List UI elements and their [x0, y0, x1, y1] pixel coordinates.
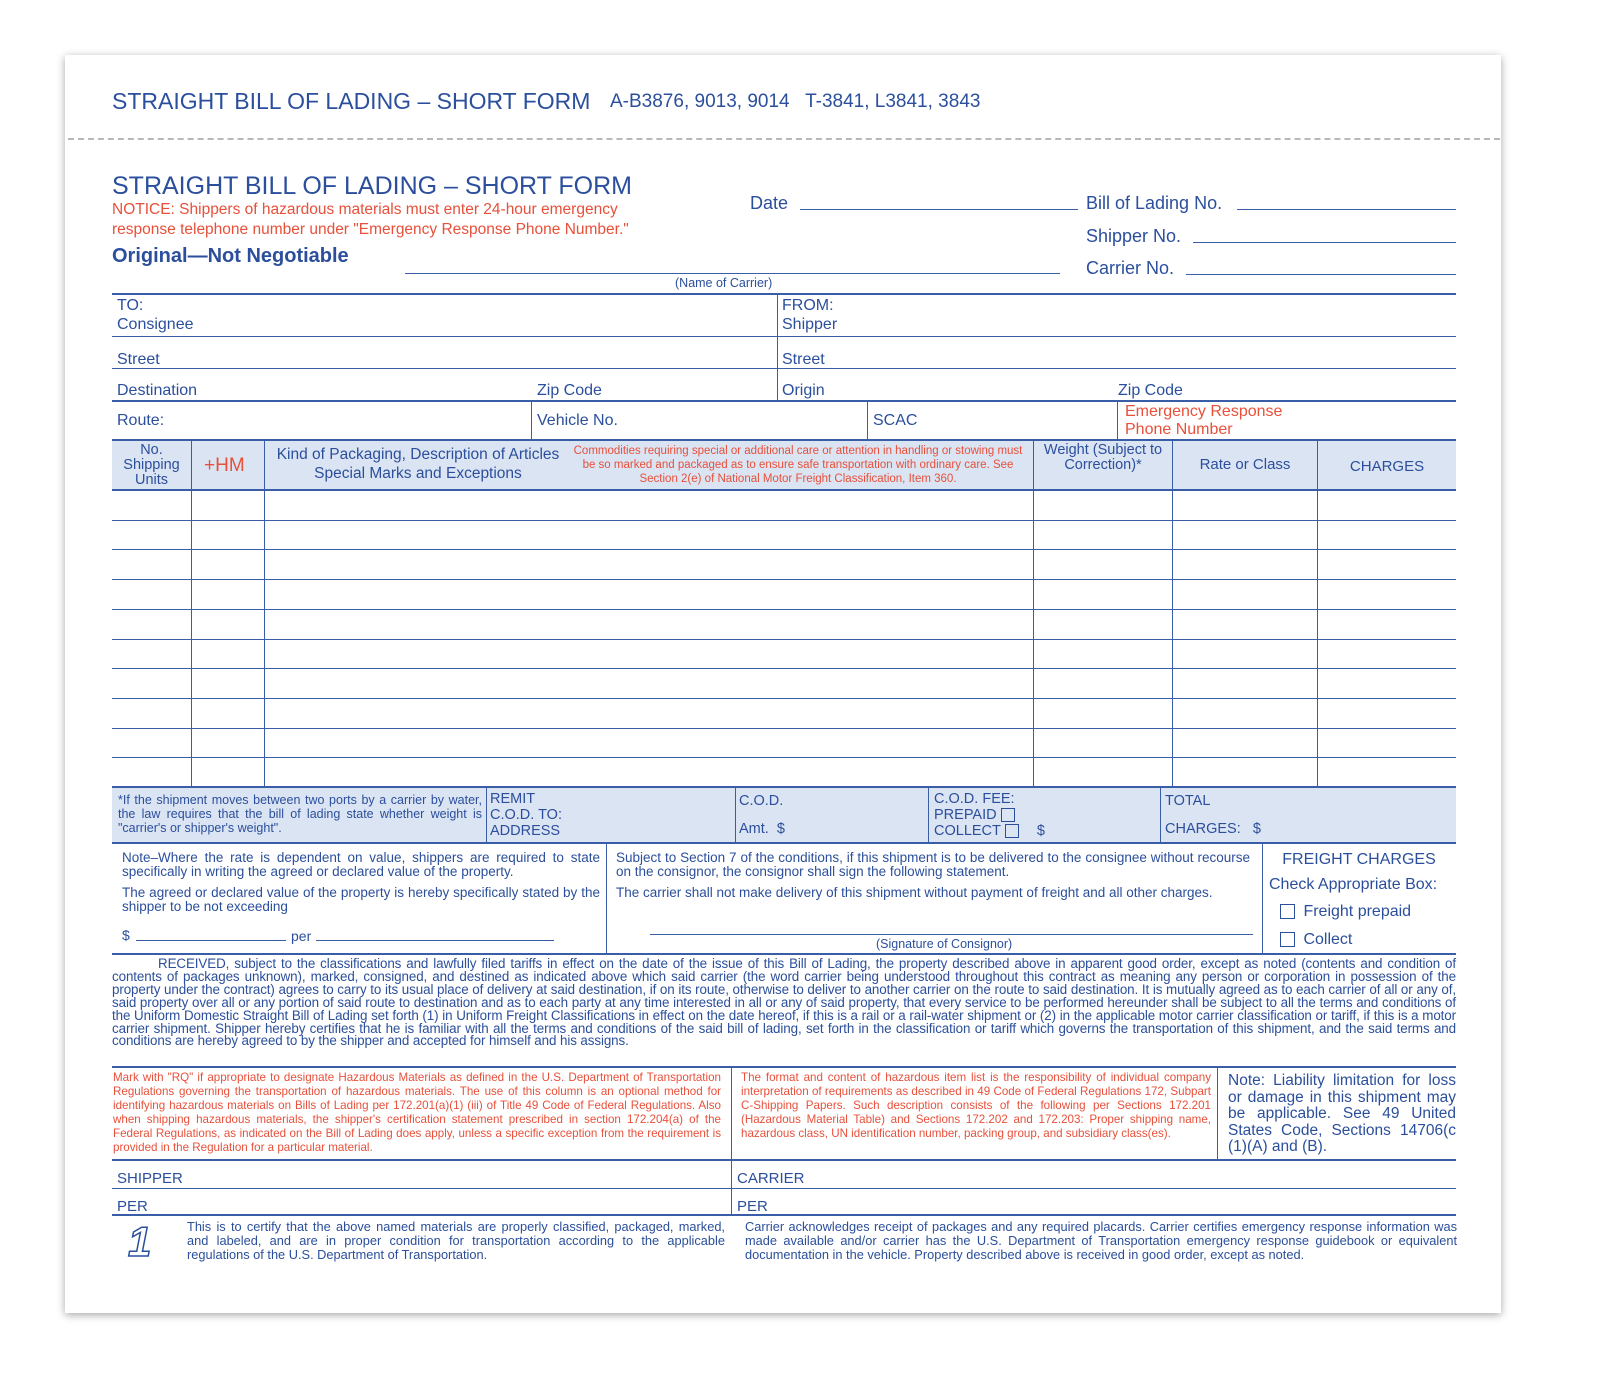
cod-label: C.O.D. [739, 793, 784, 809]
divider [112, 786, 1456, 788]
remit-label: REMIT [490, 791, 536, 807]
divider [112, 293, 1456, 295]
divider [735, 787, 736, 842]
divider [112, 489, 1456, 491]
declared-value-note: The agreed or declared value of the property is hereby specifically stated by the shipper to be not exceeding [122, 885, 600, 914]
destination-zip-field[interactable]: Zip Code [537, 382, 602, 399]
bol-field[interactable] [1237, 209, 1456, 210]
table-row[interactable] [112, 639, 1456, 640]
cod-fee-dollar: $ [1036, 823, 1045, 839]
table-row[interactable] [112, 549, 1456, 550]
col-description-1: Kind of Packaging, Description of Articles [276, 446, 560, 463]
col-rate: Rate or Class [1199, 456, 1291, 473]
prepaid-checkbox[interactable] [1001, 808, 1015, 822]
collect-label: COLLECT [934, 823, 1001, 839]
col-special-care-note: Commodities requiring special or additional care or attention in handling or stowing must be so marked and packaged as to ensure safe transportation with ordinary care. See Section 2(e) of National Motor Freight Classification, Item 360. [573, 445, 1023, 485]
shipper-no-label: Shipper No. [1086, 226, 1182, 246]
divider [1160, 787, 1161, 842]
shipper-signature-field[interactable]: SHIPPER [117, 1170, 183, 1187]
divider [112, 1066, 1456, 1068]
carrier-no-field[interactable] [1186, 274, 1456, 275]
divider [112, 439, 1456, 441]
shipper-street-field[interactable]: Street [782, 351, 825, 368]
freight-collect-option[interactable] [1276, 931, 1352, 949]
to-label: TO: [117, 297, 144, 314]
cod-to-label: C.O.D. TO: [490, 807, 562, 823]
cod-fee-prepaid[interactable] [934, 807, 1019, 823]
column-divider [191, 440, 192, 787]
divider [606, 842, 607, 953]
liability-note: Note: Liability limitation for loss or damage in this shipment may be applicable. See 49 United States Code, Sections 14706(c (1)(A) and (B). [1228, 1072, 1456, 1155]
scac-field[interactable]: SCAC [873, 412, 918, 429]
shipper-certification: This is to certify that the above named materials are properly classified, packaged, marked, and labeled, and are in proper condition for transportation according to the applicable regulations of the U.S. Department of Transportation. [187, 1219, 725, 1262]
carrier-signature-field[interactable]: CARRIER [737, 1170, 805, 1187]
divider [1217, 1068, 1218, 1160]
destination-field[interactable]: Destination [117, 382, 198, 399]
name-of-carrier-label: (Name of Carrier) [675, 276, 773, 290]
column-divider [1317, 440, 1318, 787]
section7-note: Subject to Section 7 of the conditions, if this shipment is to be delivered to the consignee without recourse on the consignor, the consignor shall sign the following statement. [616, 850, 1250, 879]
notice-line1: NOTICE: Shippers of hazardous materials must enter 24-hour emergency [112, 201, 618, 218]
table-row[interactable] [112, 698, 1456, 699]
water-carrier-note: *If the shipment moves between two ports by a carrier by water, the law requires that the bill of lading state whether weight is "carrier's or shipper's weight". [118, 793, 482, 835]
per-field[interactable] [316, 940, 554, 941]
form-title: STRAIGHT BILL OF LADING – SHORT FORM [112, 172, 633, 200]
shipper-per-field[interactable]: PER [117, 1198, 148, 1215]
divider [112, 1214, 1456, 1216]
form-codes: A-B3876, 9013, 9014 T-3841, L3841, 3843 [610, 91, 981, 112]
shipper-field[interactable]: Shipper [782, 316, 838, 333]
divider [112, 953, 1456, 955]
carrier-certification: Carrier acknowledges receipt of packages and any required placards. Carrier certifies emergency response information was made available and/or carrier has the U.S. Department of Transportation emergency response guidebook or equivalent documentation in the vehicle. Property described above is received in good order, except as noted. [745, 1219, 1457, 1262]
date-label: Date [750, 193, 789, 213]
consignee-field[interactable]: Consignee [117, 316, 194, 333]
col-description-2: Special Marks and Exceptions [314, 465, 522, 482]
freight-prepaid-label: Freight prepaid [1303, 903, 1412, 920]
column-divider [1172, 440, 1173, 787]
shipper-no-field[interactable] [1193, 242, 1456, 243]
divider [486, 787, 487, 842]
origin-zip-field[interactable]: Zip Code [1118, 382, 1183, 399]
cod-fee-label: C.O.D. FEE: [934, 791, 1015, 807]
consignee-street-field[interactable]: Street [117, 351, 160, 368]
divider [1117, 400, 1118, 440]
col-charges: CHARGES [1349, 458, 1425, 475]
emergency-label-1: Emergency Response [1125, 403, 1283, 420]
divider [928, 787, 929, 842]
consignor-signature-field[interactable] [650, 934, 1253, 935]
cod-amount-field[interactable]: Amt. $ [739, 821, 785, 837]
divider [112, 400, 1456, 402]
col-shipping-units: No. Shipping Units [123, 442, 180, 488]
divider [112, 1159, 1456, 1161]
check-box-label: Check Appropriate Box: [1269, 876, 1438, 893]
table-row[interactable] [112, 579, 1456, 580]
freight-collect-checkbox[interactable] [1280, 932, 1295, 947]
route-field[interactable]: Route: [117, 412, 165, 429]
column-divider [1033, 440, 1034, 787]
freight-collect-label: Collect [1303, 931, 1353, 948]
top-title: STRAIGHT BILL OF LADING – SHORT FORM [112, 88, 591, 114]
emergency-label-2[interactable]: Phone Number [1125, 421, 1233, 438]
table-row[interactable] [112, 668, 1456, 669]
freight-charges-title: FREIGHT CHARGES [1282, 851, 1436, 868]
date-field[interactable] [800, 209, 1078, 210]
signature-of-consignor-label: (Signature of Consignor) [876, 937, 1013, 951]
collect-checkbox[interactable] [1005, 824, 1019, 838]
total-charges-field[interactable]: CHARGES: $ [1165, 821, 1261, 837]
divider [112, 336, 1456, 337]
cod-fee-collect[interactable] [934, 823, 1045, 839]
carrier-per-field[interactable]: PER [737, 1198, 768, 1215]
notice-line2: response telephone number under "Emergency Response Phone Number." [112, 221, 629, 238]
total-label: TOTAL [1165, 793, 1211, 809]
hazmat-rq-note: Mark with "RQ" if appropriate to designate Hazardous Materials as defined in the U.S. Department of Transportation Regulations governing the transportation of hazardous materials. The use of this column is an optional method for identifying hazardous materials on Bills of Lading per 172.201(a)(1) (iii) of Title 49 Code of Federal Regulations. Also when shipping hazardous materials, the shipper's certification statement prescribed in section 172.204(a) of the Federal Regulations, as indicated on the Bill of Lading does apply, unless a specific exception from the requirement is provided in the Regulation for a particular material. [113, 1071, 721, 1154]
declared-value-field[interactable] [136, 940, 286, 941]
bol-label: Bill of Lading No. [1086, 193, 1223, 213]
freight-prepaid-option[interactable] [1276, 903, 1411, 921]
no-delivery-note: The carrier shall not make delivery of this shipment without payment of freight and all other charges. [616, 885, 1213, 900]
carrier-no-label: Carrier No. [1086, 258, 1175, 278]
perforation [68, 138, 1500, 140]
vehicle-no-field[interactable]: Vehicle No. [537, 412, 618, 429]
part-number-mark: 1 [128, 1218, 152, 1265]
column-divider [264, 440, 265, 787]
divider [112, 1188, 1456, 1189]
divider [531, 400, 532, 440]
hazmat-format-note: The format and content of hazardous item list is the responsibility of individual company interpretation of requirements as described in 49 Code of Federal Regulations 172, Subpart C-Shipping Papers. Such description consists of the following per Sections 172.201 (Hazardous Material Table) and Sections 172.202 and 172.203: Proper shipping name, hazardous class, UN identification number, packing group, and subsidiary class(es). [741, 1071, 1211, 1140]
divider [867, 400, 868, 440]
received-terms: RECEIVED, subject to the classifications and lawfully filed tariffs in effect on the date of the issue of this Bill of Lading, the property described above in apparent good order, except as noted (contents and condition of contents of packages unknown), marked, consigned, and destined as indicated above which said carrier (the word carrier being understood throughout this contract as meaning any person or corporation in possession of the property under the contract) agrees to carry to its usual place of delivery at said destination, if on its route, otherwise to deliver to another carrier on the route to said destination. It is mutually agreed as to each carrier of all or any of, said property over all or any portion of said route to destination and as to each party at any time interested in all or any of said property, that every service to be performed hereunder shall be subject to all the terms and conditions of the Uniform Domestic Straight Bill of Lading set forth (1) in Uniform Freight Classifications in effect on the date hereof, if this is a rail or a rail-water shipment or (2) in the applicable motor carrier classification or tariff, if this is a motor carrier shipment. Shipper hereby certifies that he is familiar with all the terms and conditions of the said bill of lading, set forth in the classification or tariff which governs the transportation of this shipment, and the said terms and conditions are hereby agreed to by the shipper and accepted for himself and his assigns. [112, 956, 1456, 1049]
table-row[interactable] [112, 757, 1456, 758]
freight-prepaid-checkbox[interactable] [1280, 904, 1295, 919]
divider [731, 1068, 732, 1215]
from-label: FROM: [782, 297, 834, 314]
divider [777, 294, 778, 400]
original-not-negotiable: Original—Not Negotiable [112, 245, 349, 267]
value-dollar: $ [122, 927, 130, 943]
per-label: per [291, 928, 312, 944]
value-note: Note–Where the rate is dependent on value, shippers are required to state specifically in writing the agreed or declared value of the property. [122, 850, 600, 879]
carrier-name-field[interactable] [405, 273, 1060, 274]
address-field[interactable]: ADDRESS [490, 823, 561, 839]
col-weight: Weight (Subject to Correction)* [1043, 442, 1163, 473]
table-row[interactable] [112, 520, 1456, 521]
table-row[interactable] [112, 728, 1456, 729]
origin-field[interactable]: Origin [782, 382, 825, 399]
col-hm: +HM [204, 455, 245, 476]
table-row[interactable] [112, 609, 1456, 610]
divider [112, 842, 1456, 844]
prepaid-label: PREPAID [934, 807, 997, 823]
